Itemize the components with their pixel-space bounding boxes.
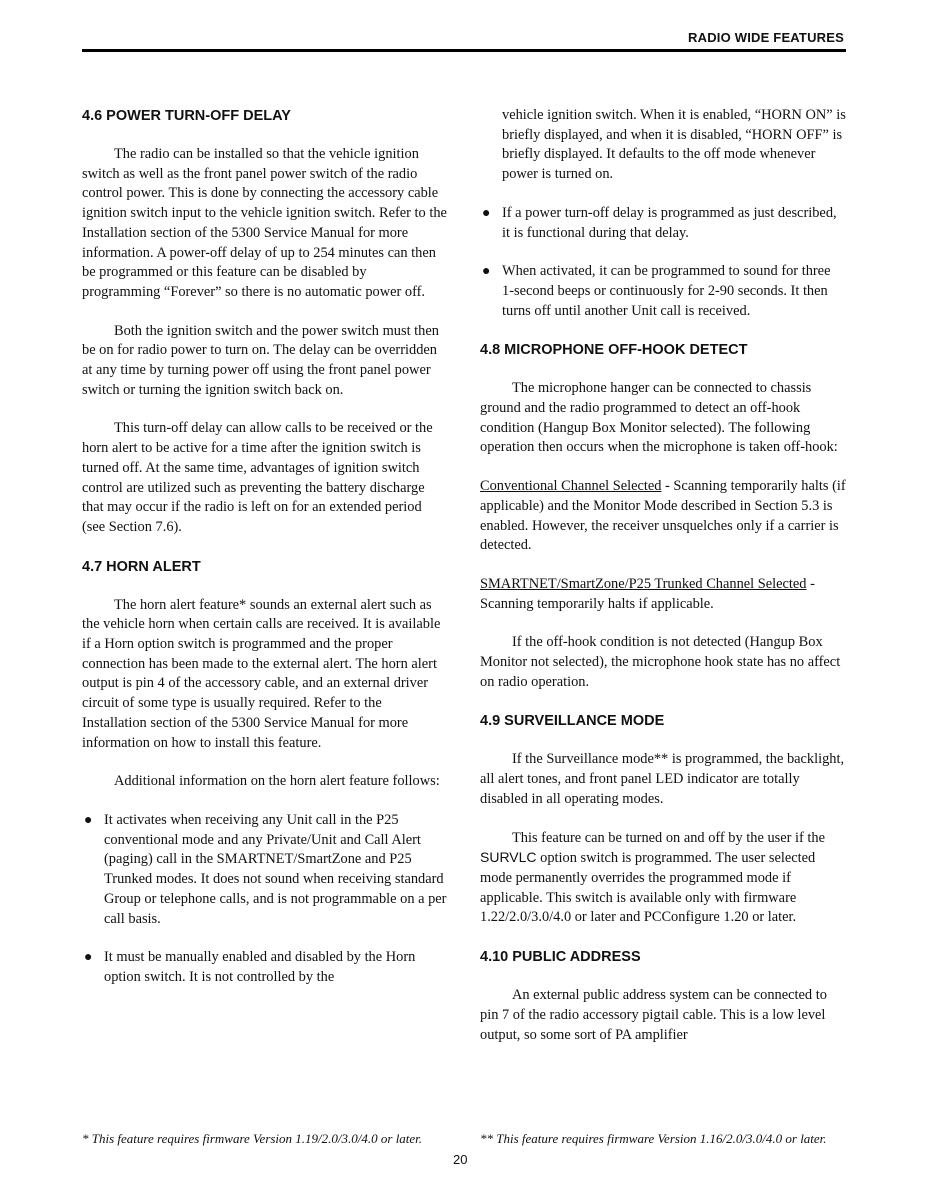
section-4-7-paragraph-2: Additional information on the horn alert feature follows: — [114, 773, 440, 790]
bullet-text: When activated, it can be programmed to sound for three 1-second beeps or continuously for 2-90 seconds. It then turns off until another Unit call is received. — [502, 263, 831, 319]
footnote-right: ** This feature requires firmware Version 1.16/2.0/3.0/4.0 or later. — [480, 1131, 827, 1146]
surveillance-text-a: This feature can be turned on and off by the user if the — [512, 829, 826, 846]
right-column — [480, 106, 846, 1064]
section-4-6-paragraph-2: Both the ignition switch and the power switch must then be on for radio power to turn on. The delay can be overridden at any time by turning power off using the front panel power switch or turning the ignition switch back on. — [82, 322, 439, 398]
header-rule — [82, 49, 846, 52]
horn-alert-bullet-list-continued — [480, 204, 846, 322]
bullet-icon: ● — [84, 950, 93, 966]
bullet-item — [82, 948, 448, 987]
bullet-text: It must be manually enabled and disabled by the Horn option switch. It is not controlled by the — [104, 949, 416, 985]
page-number: 20 — [453, 1152, 468, 1167]
conventional-channel-label: Conventional Channel Selected — [480, 478, 662, 495]
section-4-6-paragraph-3: This turn-off delay can allow calls to be received or the horn alert to be active for a time after the ignition switch is turned off. At the same time, advantages of ignition switch control are utilized such as preventing the battery discharge that may occur if the radio is left on for an extended period (see Section 7.6). — [82, 420, 433, 535]
survlc-switch-name: SURVLC — [480, 849, 537, 866]
section-4-9-paragraph-1: If the Surveillance mode** is programmed, the backlight, all alert tones, and front panel LED indicator are totally disabled in all operating modes. — [480, 751, 845, 807]
running-header: RADIO WIDE FEATURES — [688, 30, 844, 45]
section-4-7-heading: 4.7 HORN ALERT — [82, 558, 201, 575]
section-4-7-paragraph-1: The horn alert feature* sounds an external alert such as the vehicle horn when certain calls are received. It is available if a Horn option switch is programmed and the proper connection has been made to the external alert. The horn alert output is pin 4 of the accessory cable, and an external driver circuit of some type is usually required. Refer to the Installation section of the 5300 Service Manual for more information on how to install this feature. — [82, 596, 441, 751]
section-4-8-heading: 4.8 MICROPHONE OFF-HOOK DETECT — [480, 342, 748, 359]
section-4-6-paragraph-1: The radio can be installed so that the vehicle ignition switch as well as the front panel power switch of the radio control power. This is done by connecting the accessory cable ignition switch input to the vehicle ignition switch. Refer to the Installation section of the 5300 Service Manual for more information. A power-off delay of up to 254 minutes can then be programmed or this feature can be disabled by programming “Forever” so there is no automatic power off. — [82, 146, 447, 300]
section-4-9-heading: 4.9 SURVEILLANCE MODE — [480, 713, 665, 730]
footnote-left: * This feature requires firmware Version 1.19/2.0/3.0/4.0 or later. — [82, 1131, 423, 1146]
bullet-item — [480, 204, 846, 243]
bullet-icon: ● — [482, 205, 491, 221]
section-4-8-paragraph-2 — [480, 477, 846, 556]
bullet-item — [480, 262, 846, 321]
section-4-8-paragraph-4: If the off-hook condition is not detected (Hangup Box Monitor not selected), the microphone hook state has no affect on radio operation. — [480, 634, 841, 690]
conventional-channel-text: - Scanning temporarily halts (if applicable) and the Monitor Mode described in Section 5.3 is enabled. However, the receiver unsquelches only if a carrier is detected. — [480, 478, 846, 554]
bullet-continuation: vehicle ignition switch. When it is enabled, “HORN ON” is briefly displayed, and when it is disabled, “HORN OFF” is briefly displayed. It defaults to the off mode whenever power is turned on. — [502, 107, 846, 183]
section-4-6-heading: 4.6 POWER TURN-OFF DELAY — [82, 108, 291, 124]
bullet-item — [82, 811, 448, 929]
section-4-8-paragraph-3 — [480, 575, 846, 614]
trunked-channel-text: - Scanning temporarily halts if applicable. — [480, 575, 815, 612]
horn-alert-bullet-list — [82, 811, 448, 988]
trunked-channel-label: SMARTNET/SmartZone/P25 Trunked Channel Selected — [480, 575, 807, 592]
surveillance-text-b: option switch is programmed. The user selected mode permanently overrides the programmed mode if applicable. This switch is available only with firmware 1.22/2.0/3.0/4.0 or later and PCConfigure 1.20 or later. — [480, 850, 816, 926]
section-4-10-heading: 4.10 PUBLIC ADDRESS — [480, 949, 641, 966]
bullet-icon: ● — [482, 264, 491, 280]
bullet-text: If a power turn-off delay is programmed as just described, it is functional during that delay. — [502, 204, 837, 241]
left-column — [82, 106, 448, 1007]
section-4-10-paragraph-1: An external public address system can be connected to pin 7 of the radio accessory pigtail cable. This is a low level output, so some sort of PA amplifier — [480, 987, 827, 1043]
section-4-9-paragraph-2 — [480, 829, 846, 929]
bullet-text: It activates when receiving any Unit call in the P25 conventional mode and any Private/Unit and Call Alert (paging) call in the SMARTNET/SmartZone and P25 Trunked modes. It does not sound when receiving standard Group or telephone calls, and is not programmable on a per call basis. — [104, 811, 447, 927]
section-4-8-paragraph-1: The microphone hanger can be connected to chassis ground and the radio programmed to detect an off-hook condition (Hangup Box Monitor selected). The following operation then occurs when the microphone is taken off-hook: — [480, 380, 838, 456]
bullet-icon: ● — [84, 812, 93, 828]
